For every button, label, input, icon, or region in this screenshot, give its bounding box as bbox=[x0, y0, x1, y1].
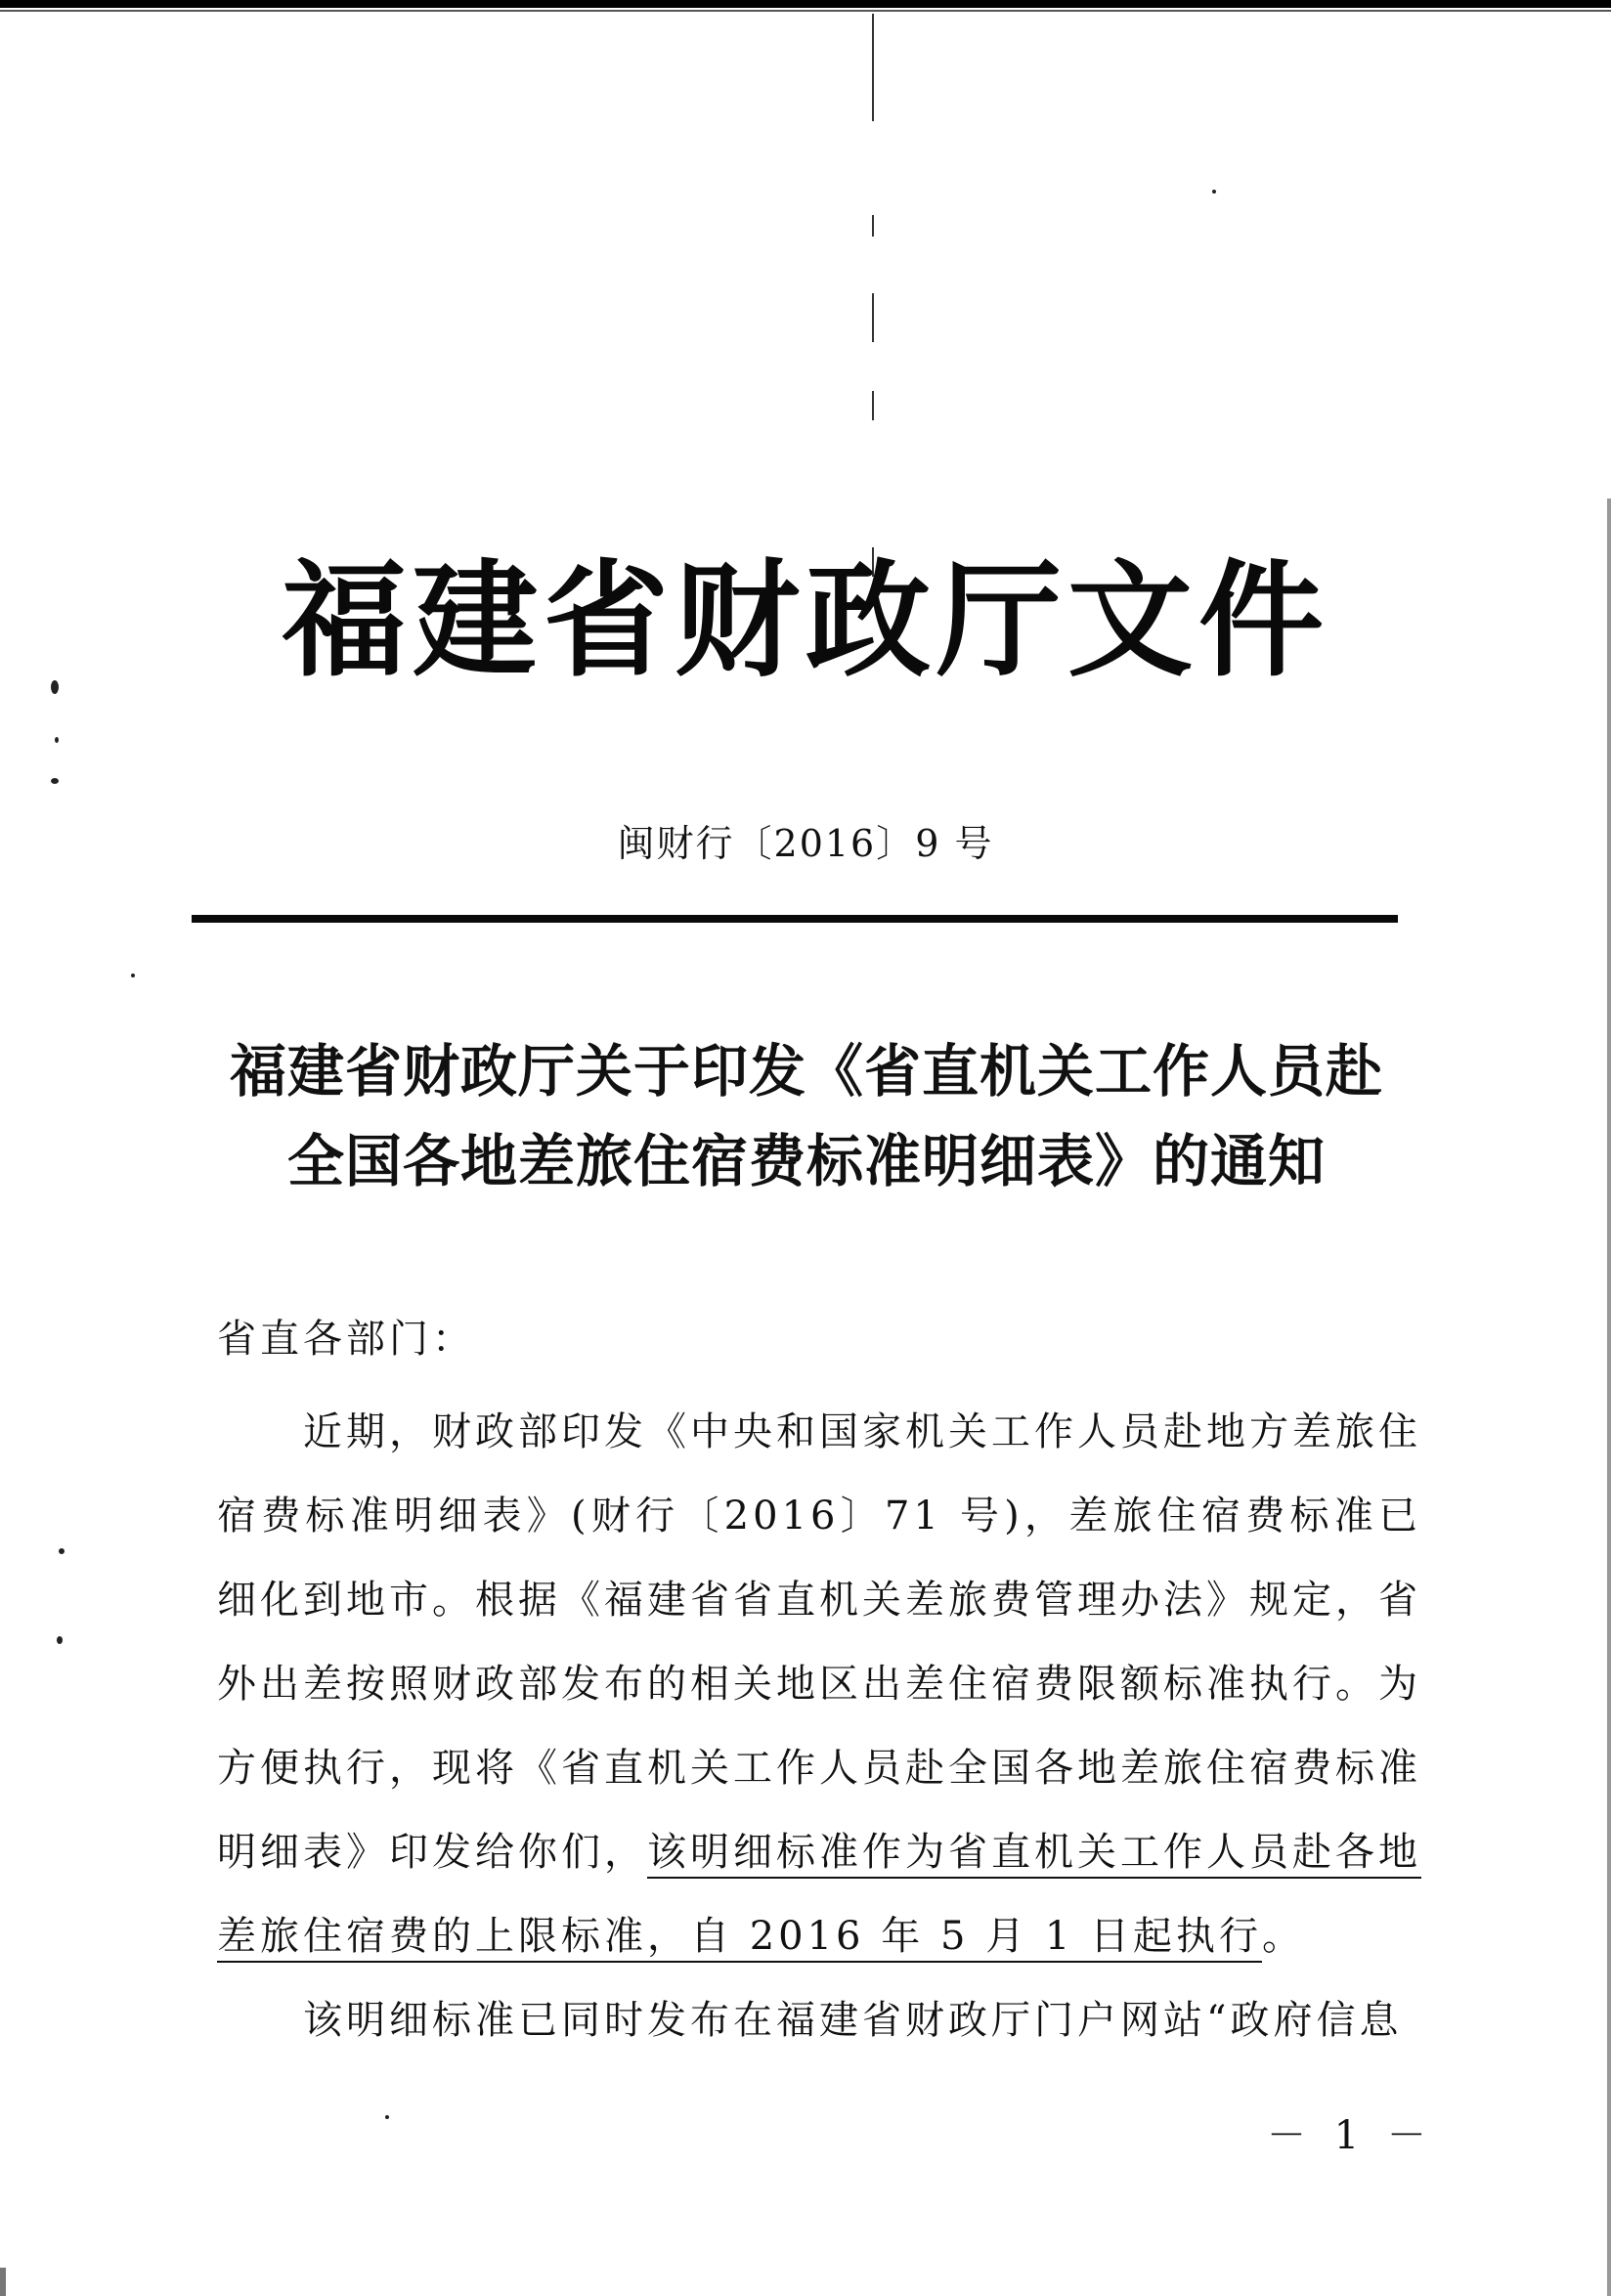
scan-edge-right bbox=[1607, 498, 1611, 2296]
title-line-1: 福建省财政厅关于印发《省直机关工作人员赴 bbox=[229, 1038, 1383, 1105]
paragraph-2: 该明细标准已同时发布在福建省财政厅门户网站“政府信息 bbox=[303, 1998, 1403, 2043]
document-header: 福建省财政厅文件 bbox=[281, 547, 1329, 694]
scan-speck bbox=[59, 1548, 65, 1554]
fold-mark bbox=[872, 215, 874, 237]
title-line-2: 全国各地差旅住宿费标准明细表》的通知 bbox=[286, 1128, 1326, 1194]
scan-border-top bbox=[0, 0, 1611, 8]
document-title bbox=[196, 1026, 1417, 1206]
scan-edge-left bbox=[0, 2268, 6, 2296]
page-number: － 1 － bbox=[1267, 2113, 1434, 2158]
fold-mark bbox=[872, 391, 874, 420]
fold-mark bbox=[872, 14, 874, 121]
paragraph-1-underlined-text: 该明细标准作为省直机关工作人员赴各地差旅住宿费的上限标准，自 2016 年 5 月 1 日起执行 bbox=[217, 1830, 1421, 1959]
scan-speck bbox=[57, 1636, 63, 1644]
scan-speck bbox=[385, 2115, 389, 2119]
salutation: 省直各部门： bbox=[217, 1317, 475, 1362]
body-text bbox=[217, 1390, 1421, 2062]
fold-mark bbox=[872, 293, 874, 342]
scan-speck bbox=[55, 737, 59, 743]
header-divider bbox=[192, 915, 1398, 923]
scan-speck bbox=[51, 778, 59, 784]
scan-speck bbox=[1212, 190, 1216, 194]
scan-border-line bbox=[0, 10, 1611, 12]
paragraph-1-text: 近期，财政部印发《中央和国家机关工作人员赴地方差旅住宿费标准明细表》(财行〔2016〕71 号)，差旅住宿费标准已细化到地市。根据《福建省省直机关差旅费管理办法》规定，省外出差按照财政部发布的相关地区出差住宿费限额标准执行。为方便执行，现将《省直机关工作人员赴全国各地差旅住宿费标准明细表》印发给你们， bbox=[217, 1409, 1421, 1875]
scan-speck bbox=[131, 974, 135, 977]
paragraph-1-end: 。 bbox=[1261, 1914, 1305, 1959]
paragraph-1 bbox=[217, 1390, 1421, 1978]
document-number: 闽财行〔2016〕9 号 bbox=[617, 822, 994, 865]
